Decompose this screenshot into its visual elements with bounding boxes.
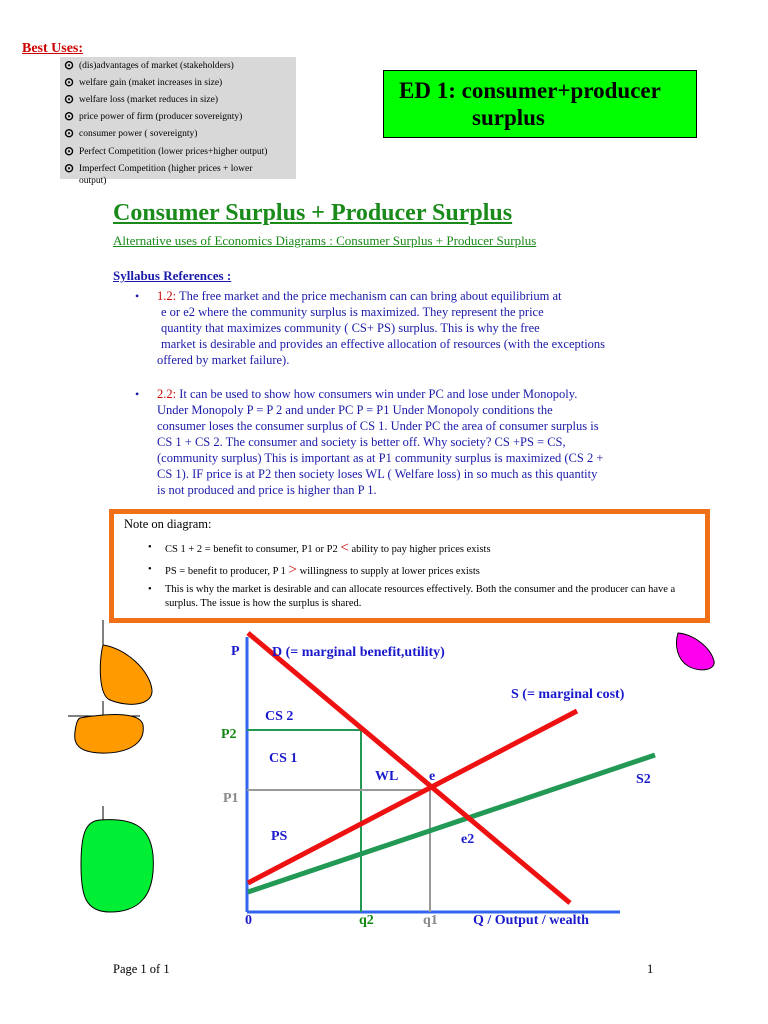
list-item: ⊙ welfare loss (market reduces in size) xyxy=(64,92,219,106)
ps-label: PS xyxy=(271,829,288,844)
target-bullet-icon: ⊙ xyxy=(64,92,75,106)
note-heading: Note on diagram: xyxy=(124,517,212,531)
page-footer-left: Page 1 of 1 xyxy=(113,962,170,976)
q1-label: q1 xyxy=(423,913,438,928)
e-label: e xyxy=(429,769,436,784)
magenta-blob-shape xyxy=(676,633,714,670)
note-item: • This is why the market is desirable and can allocate resources effectively. Both the consumer and the producer can have a surplus. The issue is how the surplus is shared. xyxy=(148,584,676,609)
target-bullet-icon: ⊙ xyxy=(64,126,75,140)
axis-label-p: P xyxy=(231,644,240,659)
note-item: • CS 1 + 2 = benefit to consumer, P1 or P2 < ability to pay higher prices exists xyxy=(148,540,491,556)
bullet-icon: • xyxy=(135,387,140,401)
bullet-icon: • xyxy=(148,584,152,595)
target-bullet-icon: ⊙ xyxy=(64,161,75,175)
note-box xyxy=(109,509,710,623)
page-subtitle: Alternative uses of Economics Diagrams : Consumer Surplus + Producer Surplus xyxy=(113,233,537,248)
ed-title-box xyxy=(383,70,697,138)
p1-label: P1 xyxy=(223,791,239,806)
supply2-label: S2 xyxy=(636,772,651,787)
demand-curve xyxy=(248,633,570,903)
decorative-shapes xyxy=(0,610,240,930)
q2-label: q2 xyxy=(359,913,374,928)
cs1-label: CS 1 xyxy=(269,751,298,766)
syllabus-ref-1: 1.2: The free market and the price mechanism can can bring about equilibrium at e or e2 where the community surplus is maximized. They represent the price quantity that maximizes community ( CS+ PS) surplus. This is why the free market is desirable and provides an effective allocation of resources (with the exceptions offered by market failure). xyxy=(157,289,606,367)
list-item: ⊙ (dis)advantages of market (stakeholders) xyxy=(64,58,234,72)
ed-title: ED 1: consumer+producer surplus xyxy=(399,78,661,130)
list-item: ⊙ consumer power ( sovereignty) xyxy=(64,126,198,140)
orange-blob-shape xyxy=(100,645,152,704)
note-item: • PS = benefit to producer, P 1 > willingness to supply at lower prices exists xyxy=(148,562,480,578)
axis-label-q: Q / Output / wealth xyxy=(473,913,589,928)
list-item: ⊙ price power of firm (producer sovereignty) xyxy=(64,109,243,123)
bullet-icon: • xyxy=(148,564,152,575)
axis-zero-label: 0 xyxy=(245,913,252,928)
target-bullet-icon: ⊙ xyxy=(64,144,75,158)
p1-guide-line xyxy=(247,790,430,912)
list-item: ⊙ Perfect Competition (lower prices+higher output) xyxy=(64,144,268,158)
best-uses-title: Best Uses: xyxy=(22,41,84,56)
cs2-label: CS 2 xyxy=(265,709,294,724)
target-bullet-icon: ⊙ xyxy=(64,109,75,123)
list-item: ⊙ welfare gain (maket increases in size) xyxy=(64,75,223,89)
bullet-icon: • xyxy=(148,542,152,553)
e2-label: e2 xyxy=(461,832,475,847)
target-bullet-icon: ⊙ xyxy=(64,58,75,72)
list-item: ⊙ Imperfect Competition (higher prices + lower xyxy=(64,161,253,175)
bullet-icon: • xyxy=(135,289,140,303)
p2-label: P2 xyxy=(221,727,237,742)
best-uses-list xyxy=(60,57,296,186)
syllabus-ref-2: 2.2: It can be used to show how consumers win under PC and lose under Monopoly. Under Monopoly P = P 2 and under PC P = P1 Under Monopoly conditions the consumer loses the consumer surplus of CS 1. Under PC the area of consumer surplus is CS 1 + CS 2. The consumer and society is better off. Why society? CS +PS = CS, (community surplus) This is important as at P1 community surplus is maximized (CS 2 + CS 1). IF price is at P2 then society loses WL ( Welfare loss) in so much as this quantity is not produced and price is higher than P 1. xyxy=(157,387,604,497)
target-bullet-icon: ⊙ xyxy=(64,75,75,89)
surplus-diagram xyxy=(215,625,675,935)
magenta-shape xyxy=(670,628,720,678)
supply-label: S (= marginal cost) xyxy=(511,687,625,702)
green-blob-shape xyxy=(81,820,153,912)
page-title: Consumer Surplus + Producer Surplus xyxy=(113,200,513,226)
wl-label: WL xyxy=(375,769,399,784)
syllabus-heading: Syllabus References : xyxy=(113,268,232,283)
list-item: output) xyxy=(79,176,107,186)
orange-blob-shape xyxy=(75,715,144,754)
demand-label: D (= marginal benefit,utility) xyxy=(272,645,445,660)
page-number: 1 xyxy=(647,962,654,976)
